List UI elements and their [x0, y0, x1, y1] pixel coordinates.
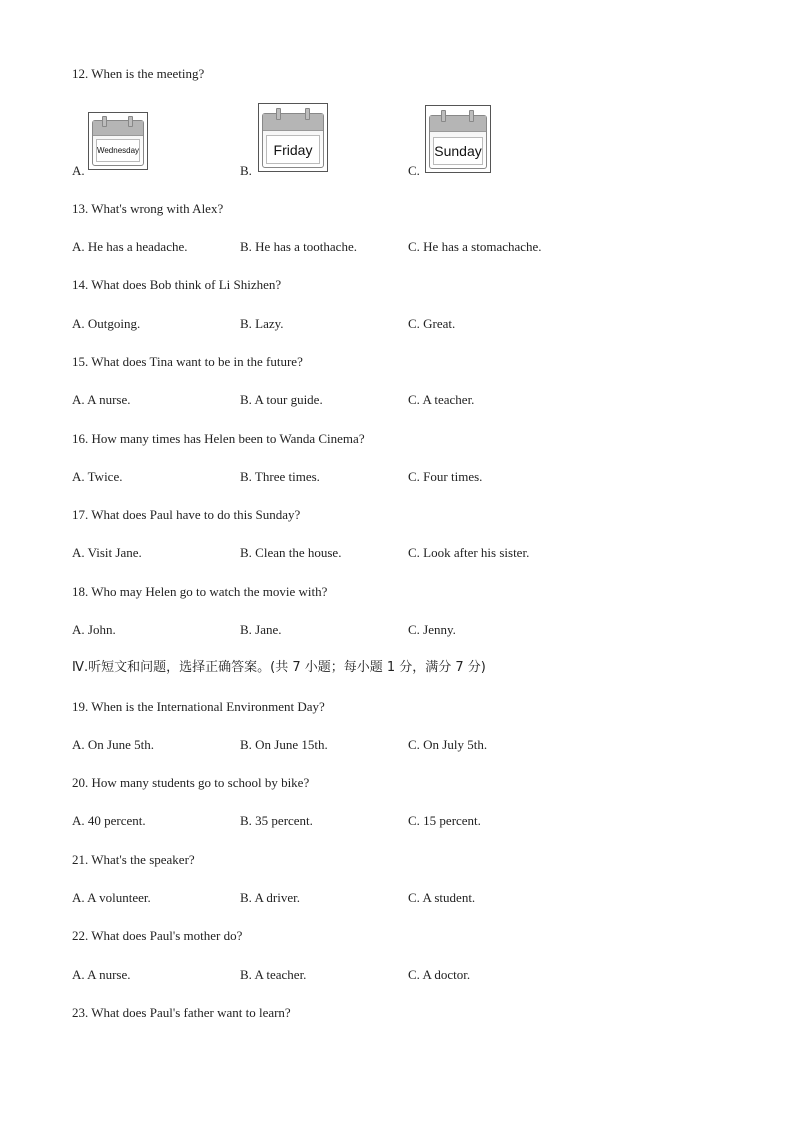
- option-22-a: A. A nurse.: [72, 967, 131, 982]
- calendar-wednesday-icon: [88, 112, 148, 170]
- option-18-c: C. Jenny.: [408, 622, 456, 637]
- option-17-c: C. Look after his sister.: [408, 545, 530, 560]
- option-18-a: A. John.: [72, 622, 116, 637]
- question-20: 20. How many students go to school by bike?: [72, 775, 310, 790]
- option-14-a: A. Outgoing.: [72, 316, 141, 331]
- option-16-a: A. Twice.: [72, 469, 123, 484]
- option-15-b: B. A tour guide.: [240, 392, 323, 407]
- question-12: 12. When is the meeting?: [72, 66, 205, 81]
- option-14-c: C. Great.: [408, 316, 456, 331]
- option-21-a: A. A volunteer.: [72, 890, 151, 905]
- option-15-c: C. A teacher.: [408, 392, 475, 407]
- option-21-b: B. A driver.: [240, 890, 300, 905]
- section-4-heading: Ⅳ.听短文和问题，选择正确答案。(共 7 小题；每小题 1 分，满分 7 分): [72, 660, 486, 675]
- option-20-b: B. 35 percent.: [240, 813, 313, 828]
- question-13: 13. What's wrong with Alex?: [72, 201, 224, 216]
- calendar-friday-icon: [258, 103, 328, 172]
- option-19-b: B. On June 15th.: [240, 737, 328, 752]
- question-16: 16. How many times has Helen been to Wanda Cinema?: [72, 431, 365, 446]
- option-15-a: A. A nurse.: [72, 392, 131, 407]
- question-21: 21. What's the speaker?: [72, 852, 195, 867]
- option-12-c-letter: C.: [408, 163, 420, 178]
- option-21-c: C. A student.: [408, 890, 476, 905]
- option-18-b: B. Jane.: [240, 622, 282, 637]
- calendar-day-label: Sunday: [433, 137, 483, 165]
- option-22-b: B. A teacher.: [240, 967, 307, 982]
- option-17-a: A. Visit Jane.: [72, 545, 142, 560]
- calendar-sunday-icon: [425, 105, 491, 173]
- question-15: 15. What does Tina want to be in the future?: [72, 354, 303, 369]
- question-18: 18. Who may Helen go to watch the movie with?: [72, 584, 328, 599]
- option-12-a-letter: A.: [72, 163, 85, 178]
- option-14-b: B. Lazy.: [240, 316, 284, 331]
- option-19-c: C. On July 5th.: [408, 737, 488, 752]
- option-19-a: A. On June 5th.: [72, 737, 154, 752]
- option-20-a: A. 40 percent.: [72, 813, 146, 828]
- option-20-c: C. 15 percent.: [408, 813, 481, 828]
- question-14: 14. What does Bob think of Li Shizhen?: [72, 277, 282, 292]
- calendar-day-label: Friday: [266, 135, 320, 164]
- question-19: 19. When is the International Environment Day?: [72, 699, 325, 714]
- option-12-b-letter: B.: [240, 163, 252, 178]
- calendar-day-label: Wednesday: [96, 139, 140, 162]
- option-17-b: B. Clean the house.: [240, 545, 342, 560]
- question-22: 22. What does Paul's mother do?: [72, 928, 243, 943]
- option-13-a: A. He has a headache.: [72, 239, 188, 254]
- option-16-c: C. Four times.: [408, 469, 483, 484]
- question-23: 23. What does Paul's father want to learn?: [72, 1005, 291, 1020]
- option-13-c: C. He has a stomachache.: [408, 239, 542, 254]
- option-13-b: B. He has a toothache.: [240, 239, 357, 254]
- option-16-b: B. Three times.: [240, 469, 320, 484]
- question-17: 17. What does Paul have to do this Sunday?: [72, 507, 301, 522]
- option-22-c: C. A doctor.: [408, 967, 471, 982]
